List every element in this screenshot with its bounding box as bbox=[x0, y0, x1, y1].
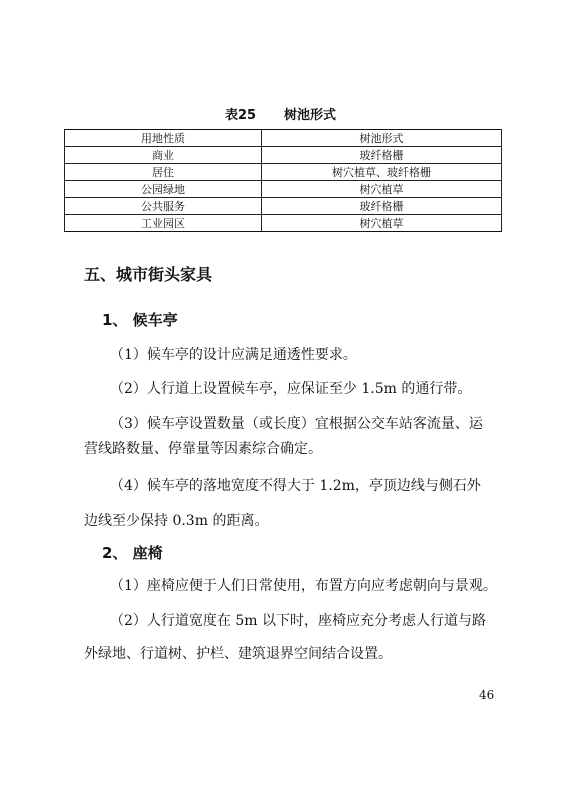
table-row bbox=[65, 164, 502, 181]
table-cell: 商业 bbox=[65, 147, 262, 164]
tree-pit-table bbox=[64, 129, 502, 232]
table-caption bbox=[0, 104, 561, 123]
table-cell: 居住 bbox=[65, 164, 262, 181]
table-row bbox=[65, 198, 502, 215]
column-header: 树池形式 bbox=[262, 130, 502, 147]
table-row bbox=[65, 181, 502, 198]
paragraph: （1）候车亭的设计应满足通透性要求。 bbox=[110, 347, 357, 363]
table-cell: 树穴植草 bbox=[262, 215, 502, 232]
table-cell: 公共服务 bbox=[65, 198, 262, 215]
page-number: 46 bbox=[479, 688, 495, 702]
table-caption-title: 树池形式 bbox=[284, 108, 337, 123]
paragraph-continuation: 营线路数量、停靠量等因素综合确定。 bbox=[84, 441, 322, 457]
paragraph: （3）候车亭设置数量（或长度）宜根据公交车站客流量、运 bbox=[110, 416, 483, 432]
paragraph: （2）人行道宽度在 5m 以下时，座椅应充分考虑人行道与路 bbox=[110, 613, 486, 629]
column-header: 用地性质 bbox=[65, 130, 262, 147]
section-heading: 五、城市街头家具 bbox=[84, 265, 213, 284]
paragraph: （2）人行道上设置候车亭，应保证至少 1.5m 的通行带。 bbox=[110, 381, 472, 397]
paragraph-continuation: 外绿地、行道树、护栏、建筑退界空间结合设置。 bbox=[84, 646, 392, 662]
table-cell: 树穴植草 bbox=[262, 181, 502, 198]
paragraph: （1）座椅应便于人们日常使用，布置方向应考虑朝向与景观。 bbox=[110, 578, 497, 594]
table-caption-number: 表25 bbox=[224, 108, 257, 123]
table-cell: 树穴植草、玻纤格栅 bbox=[262, 164, 502, 181]
table-cell: 公园绿地 bbox=[65, 181, 262, 198]
table-cell: 玻纤格栅 bbox=[262, 198, 502, 215]
table-cell: 玻纤格栅 bbox=[262, 147, 502, 164]
table-header-row bbox=[65, 130, 502, 147]
table-cell: 工业园区 bbox=[65, 215, 262, 232]
table-row bbox=[65, 147, 502, 164]
subsection-heading-seating: 2、 座椅 bbox=[102, 544, 163, 562]
subsection-heading-bus-shelter: 1、 候车亭 bbox=[102, 311, 178, 329]
paragraph-continuation: 边线至少保持 0.3m 的距离。 bbox=[84, 513, 269, 529]
paragraph: （4）候车亭的落地宽度不得大于 1.2m，亭顶边线与侧石外 bbox=[110, 478, 481, 494]
table-row bbox=[65, 215, 502, 232]
